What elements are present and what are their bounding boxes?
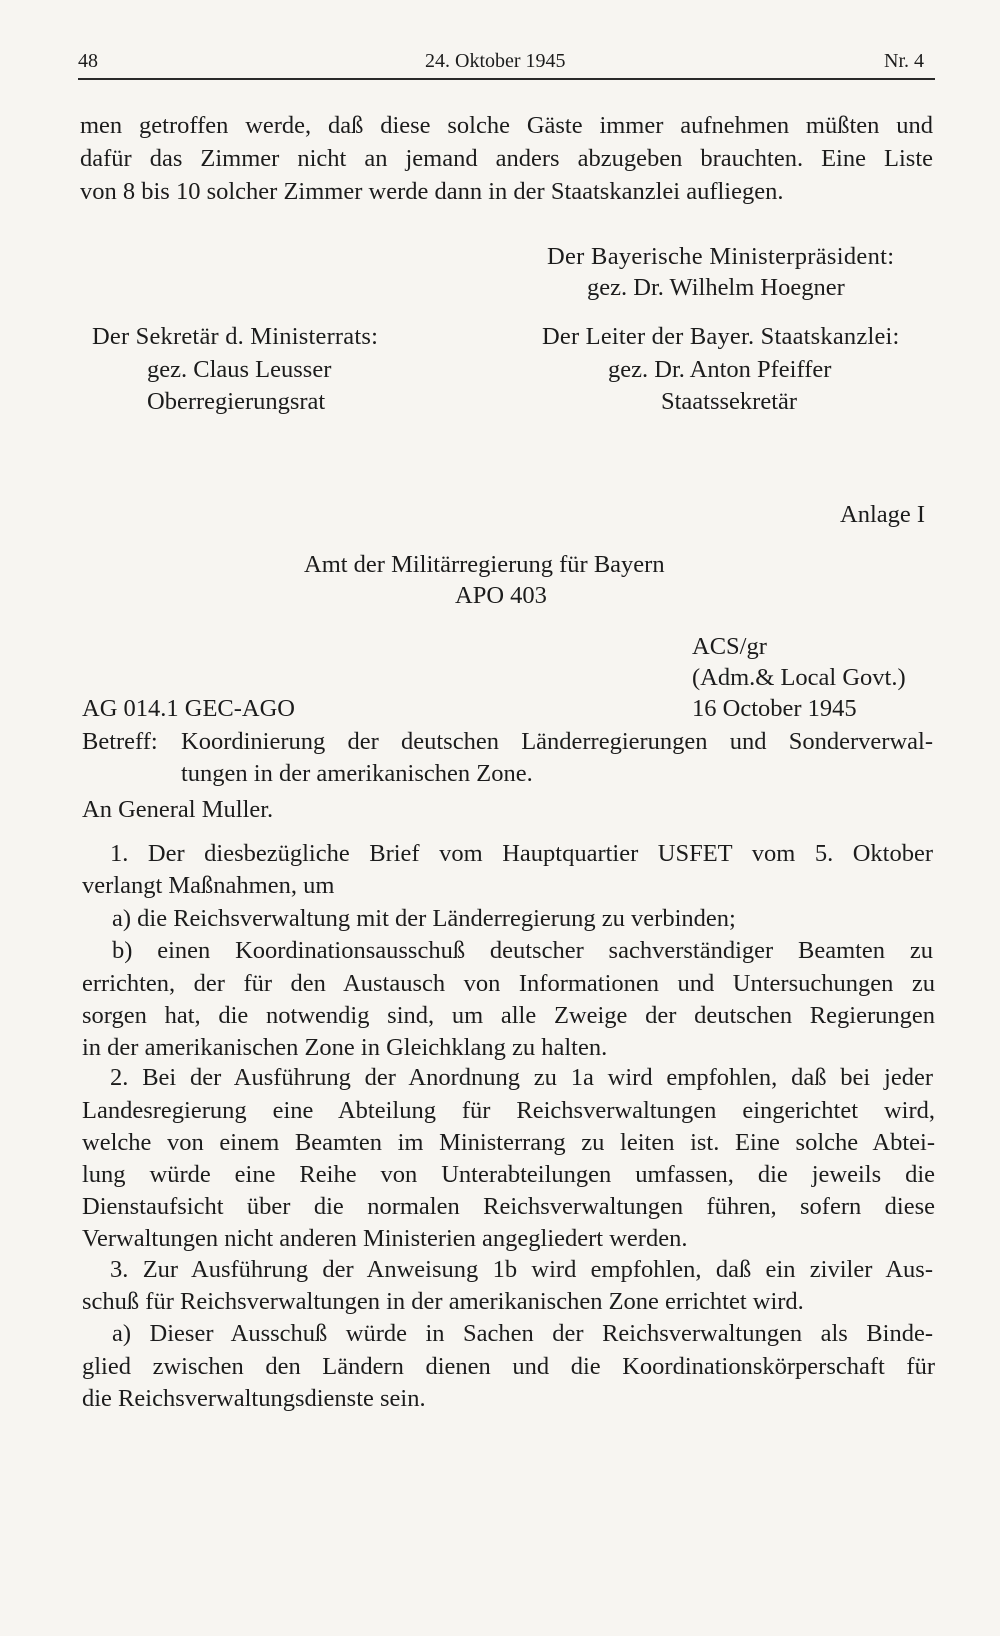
body-line: verlangt Maßnahmen, um xyxy=(82,872,335,899)
secretary-name: gez. Claus Leusser xyxy=(147,356,332,383)
secretary-title: Der Sekretär d. Ministerrats: xyxy=(92,323,379,350)
body-line: Dienstaufsicht über die normalen Reichsverwaltungen führen, sofern diese xyxy=(82,1193,935,1220)
chancellery-rank: Staatssekretär xyxy=(661,388,798,415)
president-name: gez. Dr. Wilhelm Hoegner xyxy=(587,274,845,301)
president-title: Der Bayerische Ministerpräsident: xyxy=(547,243,895,270)
header-date: 24. Oktober 1945 xyxy=(425,50,566,72)
ref-code: ACS/gr xyxy=(692,633,767,660)
annex-apo: APO 403 xyxy=(455,582,547,609)
body-line: lung würde eine Reihe von Unterabteilungen umfassen, die jeweils die xyxy=(82,1161,935,1188)
intro-line-2: dafür das Zimmer nicht an jemand anders abzugeben brauchten. Eine Liste xyxy=(80,145,933,172)
body-line: errichten, der für den Austausch von Informationen und Untersuchungen zu xyxy=(82,970,935,997)
body-line: die Reichsverwaltungsdienste sein. xyxy=(82,1385,426,1412)
body-line: 3. Zur Ausführung der Anweisung 1b wird empfohlen, daß ein ziviler Aus- xyxy=(110,1256,933,1283)
chancellery-title: Der Leiter der Bayer. Staatskanzlei: xyxy=(542,323,900,350)
body-line: schuß für Reichsverwaltungen in der amerikanischen Zone errichtet wird. xyxy=(82,1288,804,1315)
intro-line-3: von 8 bis 10 solcher Zimmer werde dann in der Staatskanzlei aufliegen. xyxy=(80,178,784,205)
body-line: Verwaltungen nicht anderen Ministerien angegliedert werden. xyxy=(82,1225,688,1252)
intro-line-1: men getroffen werde, daß diese solche Gäste immer aufnehmen müßten und xyxy=(80,112,933,139)
body-line: 1. Der diesbezügliche Brief vom Hauptquartier USFET vom 5. Oktober xyxy=(110,840,933,867)
annex-office: Amt der Militärregierung für Bayern xyxy=(304,551,665,578)
secretary-rank: Oberregierungsrat xyxy=(147,388,326,415)
body-line: a) die Reichsverwaltung mit der Länderregierung zu verbinden; xyxy=(112,905,736,932)
header-issue: Nr. 4 xyxy=(884,50,924,72)
ref-dept: (Adm.& Local Govt.) xyxy=(692,664,906,691)
addressee: An General Muller. xyxy=(82,796,274,823)
file-number: AG 014.1 GEC-AGO xyxy=(82,695,295,722)
subject-label: Betreff: xyxy=(82,728,158,755)
letter-date: 16 October 1945 xyxy=(692,695,857,722)
body-line: welche von einem Beamten im Ministerrang zu leiten ist. Eine solche Abtei- xyxy=(82,1129,935,1156)
page-number: 48 xyxy=(78,50,98,72)
body-line: b) einen Koordinationsausschuß deutscher sachverständiger Beamten zu xyxy=(112,937,933,964)
subject-line-1: Koordinierung der deutschen Länderregierungen und Sonderverwal- xyxy=(181,728,933,755)
body-line: a) Dieser Ausschuß würde in Sachen der Reichsverwaltungen als Binde- xyxy=(112,1320,933,1347)
body-line: in der amerikanischen Zone in Gleichklang zu halten. xyxy=(82,1034,608,1061)
body-line: glied zwischen den Ländern dienen und die Koordinationskörperschaft für xyxy=(82,1353,935,1380)
header-rule xyxy=(78,78,935,80)
chancellery-name: gez. Dr. Anton Pfeiffer xyxy=(608,356,832,383)
subject-line-2: tungen in der amerikanischen Zone. xyxy=(181,760,533,787)
annex-label: Anlage I xyxy=(840,501,926,528)
body-line: sorgen hat, die notwendig sind, um alle Zweige der deutschen Regierungen xyxy=(82,1002,935,1029)
body-line: 2. Bei der Ausführung der Anordnung zu 1a wird empfohlen, daß bei jeder xyxy=(110,1064,933,1091)
body-line: Landesregierung eine Abteilung für Reichsverwaltungen eingerichtet wird, xyxy=(82,1097,935,1124)
